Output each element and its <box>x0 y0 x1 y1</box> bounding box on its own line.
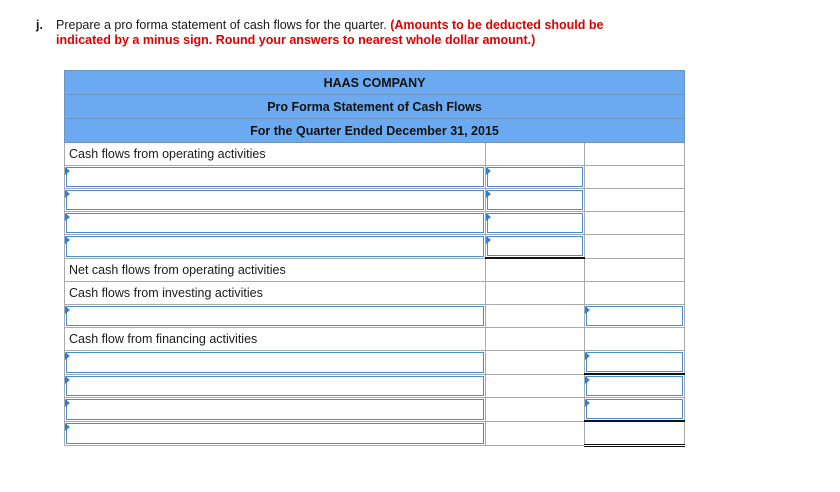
question-note-line1: (Amounts to be deducted should be <box>390 18 604 32</box>
financing-item-1-label-input[interactable] <box>65 351 486 375</box>
dropdown-marker-icon <box>65 213 70 221</box>
investing-activities-label: Cash flows from investing activities <box>65 282 486 305</box>
financing-item-1-amount-input[interactable] <box>585 351 685 375</box>
statement-period: For the Quarter Ended December 31, 2015 <box>65 119 685 143</box>
cash-flow-statement-table <box>64 70 685 447</box>
empty-cell <box>585 235 685 259</box>
operating-item-2-label-input[interactable] <box>65 189 486 212</box>
net-operating-label: Net cash flows from operating activities <box>65 258 486 282</box>
dropdown-marker-icon <box>65 352 70 360</box>
company-name: HAAS COMPANY <box>65 71 685 95</box>
dropdown-marker-icon <box>65 399 70 407</box>
dropdown-marker-icon <box>65 190 70 198</box>
operating-item-3-amount-input[interactable] <box>486 212 585 235</box>
dropdown-marker-icon <box>585 399 590 407</box>
financing-item-2-amount-input[interactable] <box>585 374 685 398</box>
empty-cell <box>486 143 585 166</box>
empty-cell <box>486 305 585 328</box>
dropdown-marker-icon <box>486 213 491 221</box>
operating-item-1-amount-input[interactable] <box>486 166 585 189</box>
operating-item-4-amount-input[interactable] <box>486 235 585 259</box>
empty-cell <box>486 258 585 282</box>
question-note-line2: indicated by a minus sign. Round your answers to nearest whole dollar amount.) <box>56 33 536 47</box>
operating-item-2-amount-input[interactable] <box>486 189 585 212</box>
dropdown-marker-icon <box>585 352 590 360</box>
dropdown-marker-icon <box>585 376 590 384</box>
statement-title: Pro Forma Statement of Cash Flows <box>65 95 685 119</box>
question-instruction: Prepare a pro forma statement of cash flows for the quarter. <box>56 18 387 32</box>
financing-activities-label: Cash flow from financing activities <box>65 328 486 351</box>
operating-item-4-label-input[interactable] <box>65 235 486 259</box>
empty-cell <box>486 282 585 305</box>
empty-cell <box>585 282 685 305</box>
financing-item-3-amount-input[interactable] <box>585 398 685 422</box>
empty-cell <box>486 374 585 398</box>
ending-total-cell <box>585 421 685 446</box>
empty-cell <box>486 398 585 422</box>
net-operating-total-cell <box>585 258 685 282</box>
empty-cell <box>585 189 685 212</box>
operating-item-1-label-input[interactable] <box>65 166 486 189</box>
empty-cell <box>585 212 685 235</box>
dropdown-marker-icon <box>65 306 70 314</box>
empty-cell <box>585 143 685 166</box>
dropdown-marker-icon <box>585 306 590 314</box>
dropdown-marker-icon <box>65 376 70 384</box>
financing-item-3-label-input[interactable] <box>65 398 486 422</box>
investing-item-1-amount-input[interactable] <box>585 305 685 328</box>
financing-item-2-label-input[interactable] <box>65 374 486 398</box>
empty-cell <box>585 166 685 189</box>
empty-cell <box>585 328 685 351</box>
empty-cell <box>486 421 585 446</box>
dropdown-marker-icon <box>65 423 70 431</box>
dropdown-marker-icon <box>486 236 491 244</box>
question-prompt <box>36 18 826 48</box>
operating-activities-label: Cash flows from operating activities <box>65 143 486 166</box>
dropdown-marker-icon <box>65 236 70 244</box>
dropdown-marker-icon <box>486 167 491 175</box>
investing-item-1-label-input[interactable] <box>65 305 486 328</box>
empty-cell <box>486 328 585 351</box>
operating-item-3-label-input[interactable] <box>65 212 486 235</box>
question-label: j. <box>36 18 43 32</box>
ending-label-input[interactable] <box>65 421 486 446</box>
empty-cell <box>486 351 585 375</box>
dropdown-marker-icon <box>65 167 70 175</box>
dropdown-marker-icon <box>486 190 491 198</box>
